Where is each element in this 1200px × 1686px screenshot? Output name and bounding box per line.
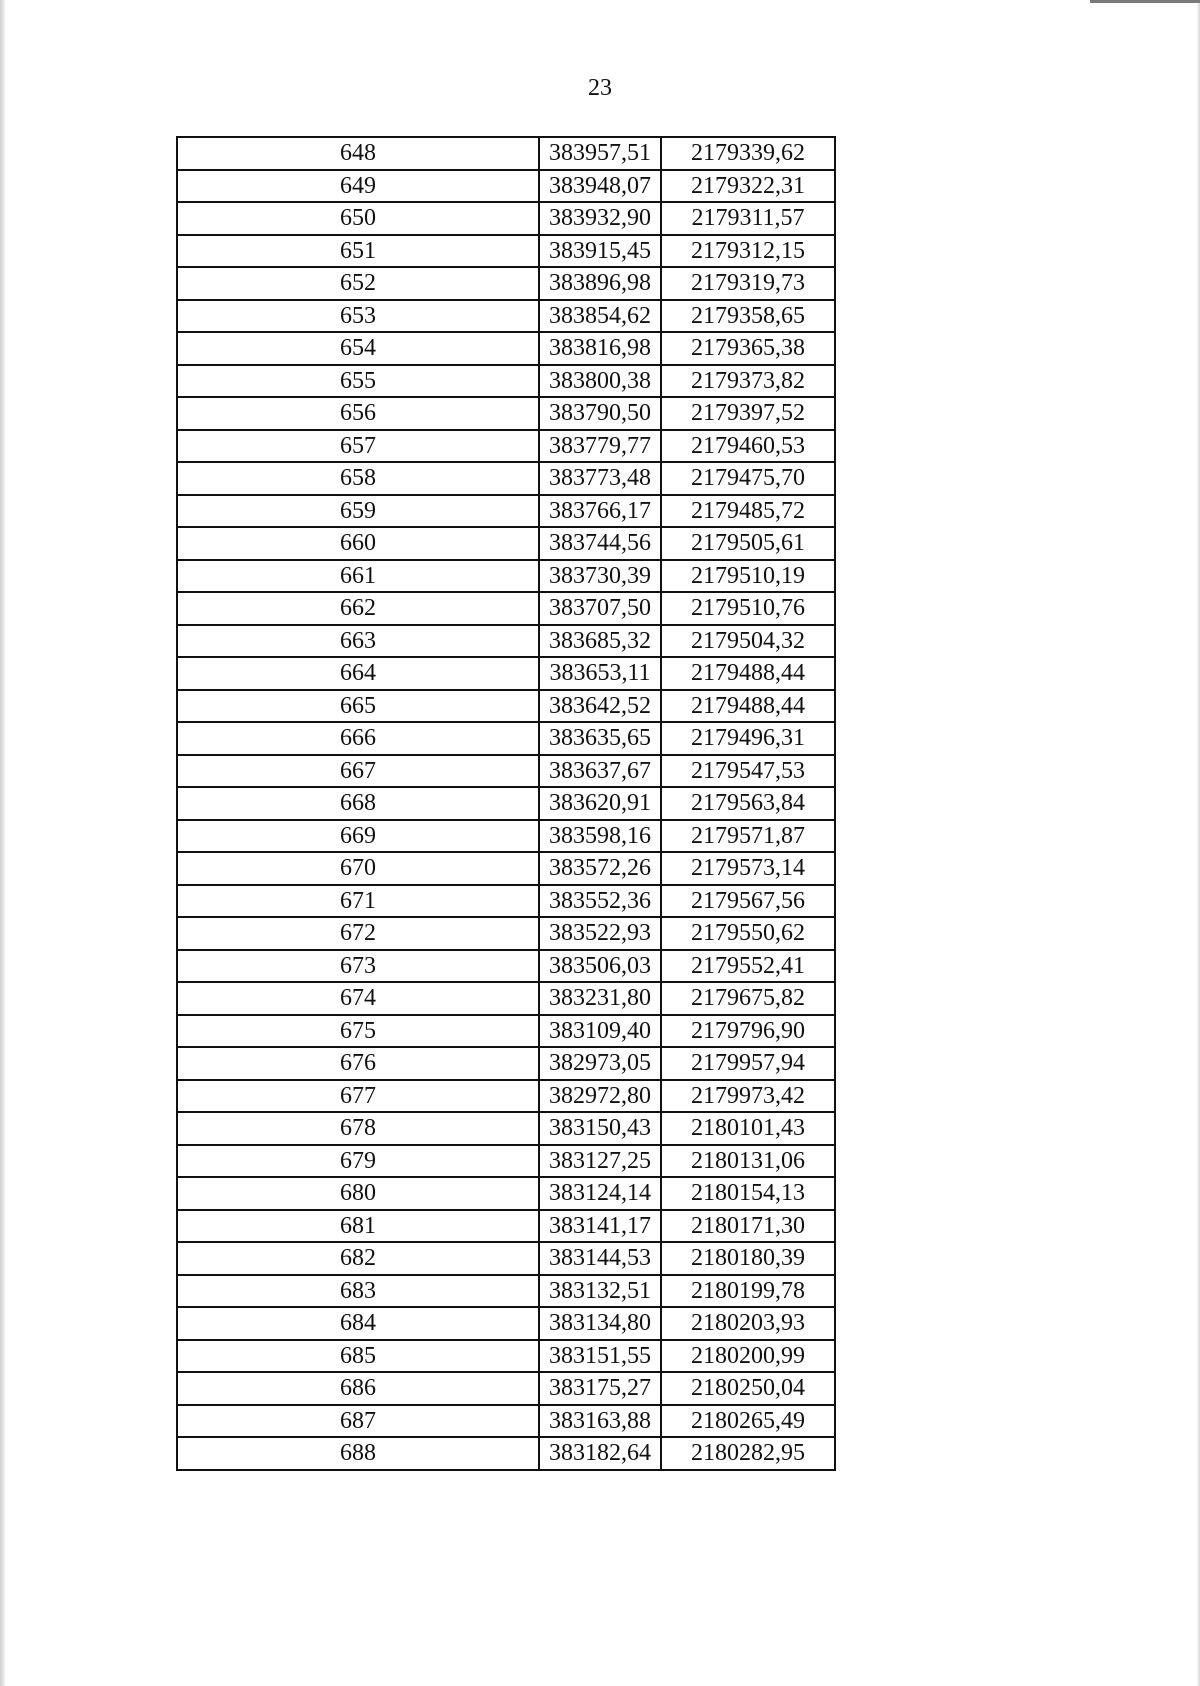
- point-number-cell: 684: [177, 1307, 539, 1340]
- y-coordinate-cell: 2179496,31: [661, 722, 835, 755]
- point-number-cell: 659: [177, 495, 539, 528]
- y-coordinate-cell: 2180154,13: [661, 1177, 835, 1210]
- y-coordinate-cell: 2179460,53: [661, 430, 835, 463]
- table-row: [177, 267, 835, 300]
- y-coordinate-cell: 2179552,41: [661, 950, 835, 983]
- y-coordinate-cell: 2179311,57: [661, 202, 835, 235]
- y-coordinate-cell: 2179397,52: [661, 397, 835, 430]
- table-row: [177, 1307, 835, 1340]
- y-coordinate-cell: 2179957,94: [661, 1047, 835, 1080]
- x-coordinate-cell: 382973,05: [539, 1047, 661, 1080]
- x-coordinate-cell: 383637,67: [539, 755, 661, 788]
- y-coordinate-cell: 2179488,44: [661, 657, 835, 690]
- y-coordinate-cell: 2180200,99: [661, 1340, 835, 1373]
- table-row: [177, 1080, 835, 1113]
- y-coordinate-cell: 2179571,87: [661, 820, 835, 853]
- y-coordinate-cell: 2179475,70: [661, 462, 835, 495]
- x-coordinate-cell: 383816,98: [539, 332, 661, 365]
- y-coordinate-cell: 2179510,76: [661, 592, 835, 625]
- x-coordinate-cell: 383572,26: [539, 852, 661, 885]
- y-coordinate-cell: 2179312,15: [661, 235, 835, 268]
- point-number-cell: 663: [177, 625, 539, 658]
- y-coordinate-cell: 2180171,30: [661, 1210, 835, 1243]
- y-coordinate-cell: 2179550,62: [661, 917, 835, 950]
- y-coordinate-cell: 2179322,31: [661, 170, 835, 203]
- point-number-cell: 670: [177, 852, 539, 885]
- y-coordinate-cell: 2179319,73: [661, 267, 835, 300]
- x-coordinate-cell: 383642,52: [539, 690, 661, 723]
- point-number-cell: 683: [177, 1275, 539, 1308]
- x-coordinate-cell: 383744,56: [539, 527, 661, 560]
- point-number-cell: 656: [177, 397, 539, 430]
- y-coordinate-cell: 2179573,14: [661, 852, 835, 885]
- point-number-cell: 660: [177, 527, 539, 560]
- table-row: [177, 560, 835, 593]
- table-row: [177, 397, 835, 430]
- x-coordinate-cell: 383790,50: [539, 397, 661, 430]
- point-number-cell: 669: [177, 820, 539, 853]
- x-coordinate-cell: 383182,64: [539, 1437, 661, 1470]
- point-number-cell: 653: [177, 300, 539, 333]
- table-row: [177, 755, 835, 788]
- x-coordinate-cell: 383144,53: [539, 1242, 661, 1275]
- point-number-cell: 672: [177, 917, 539, 950]
- table-row: [177, 722, 835, 755]
- table-row: [177, 430, 835, 463]
- y-coordinate-cell: 2179796,90: [661, 1015, 835, 1048]
- point-number-cell: 665: [177, 690, 539, 723]
- point-number-cell: 667: [177, 755, 539, 788]
- x-coordinate-cell: 383730,39: [539, 560, 661, 593]
- y-coordinate-cell: 2180199,78: [661, 1275, 835, 1308]
- y-coordinate-cell: 2180180,39: [661, 1242, 835, 1275]
- x-coordinate-cell: 383685,32: [539, 625, 661, 658]
- point-number-cell: 671: [177, 885, 539, 918]
- table-row: [177, 982, 835, 1015]
- point-number-cell: 681: [177, 1210, 539, 1243]
- y-coordinate-cell: 2179563,84: [661, 787, 835, 820]
- table-row: [177, 495, 835, 528]
- y-coordinate-cell: 2179373,82: [661, 365, 835, 398]
- point-number-cell: 677: [177, 1080, 539, 1113]
- table-row: [177, 235, 835, 268]
- table-row: [177, 137, 835, 170]
- x-coordinate-cell: 383957,51: [539, 137, 661, 170]
- y-coordinate-cell: 2179973,42: [661, 1080, 835, 1113]
- y-coordinate-cell: 2179504,32: [661, 625, 835, 658]
- page-number: 23: [588, 75, 612, 101]
- x-coordinate-cell: 383653,11: [539, 657, 661, 690]
- x-coordinate-cell: 383522,93: [539, 917, 661, 950]
- x-coordinate-cell: 383231,80: [539, 982, 661, 1015]
- point-number-cell: 680: [177, 1177, 539, 1210]
- table-row: [177, 1145, 835, 1178]
- x-coordinate-cell: 383766,17: [539, 495, 661, 528]
- point-number-cell: 682: [177, 1242, 539, 1275]
- y-coordinate-cell: 2179365,38: [661, 332, 835, 365]
- y-coordinate-cell: 2180265,49: [661, 1405, 835, 1438]
- table-row: [177, 1405, 835, 1438]
- point-number-cell: 651: [177, 235, 539, 268]
- table-row: [177, 1047, 835, 1080]
- x-coordinate-cell: 383773,48: [539, 462, 661, 495]
- x-coordinate-cell: 383150,43: [539, 1112, 661, 1145]
- x-coordinate-cell: 383151,55: [539, 1340, 661, 1373]
- x-coordinate-cell: 383707,50: [539, 592, 661, 625]
- table-row: [177, 852, 835, 885]
- x-coordinate-cell: 383932,90: [539, 202, 661, 235]
- table-row: [177, 657, 835, 690]
- point-number-cell: 649: [177, 170, 539, 203]
- x-coordinate-cell: 383915,45: [539, 235, 661, 268]
- x-coordinate-cell: 383779,77: [539, 430, 661, 463]
- x-coordinate-cell: 383948,07: [539, 170, 661, 203]
- point-number-cell: 650: [177, 202, 539, 235]
- x-coordinate-cell: 383620,91: [539, 787, 661, 820]
- table-row: [177, 527, 835, 560]
- y-coordinate-cell: 2180250,04: [661, 1372, 835, 1405]
- table-row: [177, 332, 835, 365]
- point-number-cell: 658: [177, 462, 539, 495]
- point-number-cell: 652: [177, 267, 539, 300]
- point-number-cell: 661: [177, 560, 539, 593]
- x-coordinate-cell: 383132,51: [539, 1275, 661, 1308]
- table-row: [177, 1177, 835, 1210]
- point-number-cell: 678: [177, 1112, 539, 1145]
- table-row: [177, 1275, 835, 1308]
- y-coordinate-cell: 2179547,53: [661, 755, 835, 788]
- table-row: [177, 950, 835, 983]
- point-number-cell: 674: [177, 982, 539, 1015]
- y-coordinate-cell: 2179485,72: [661, 495, 835, 528]
- point-number-cell: 686: [177, 1372, 539, 1405]
- table-row: [177, 592, 835, 625]
- table-row: [177, 300, 835, 333]
- x-coordinate-cell: 383134,80: [539, 1307, 661, 1340]
- y-coordinate-cell: 2179675,82: [661, 982, 835, 1015]
- coordinates-table-body: [177, 137, 835, 1470]
- point-number-cell: 676: [177, 1047, 539, 1080]
- table-row: [177, 1372, 835, 1405]
- x-coordinate-cell: 383552,36: [539, 885, 661, 918]
- point-number-cell: 655: [177, 365, 539, 398]
- x-coordinate-cell: 383854,62: [539, 300, 661, 333]
- point-number-cell: 679: [177, 1145, 539, 1178]
- x-coordinate-cell: 383175,27: [539, 1372, 661, 1405]
- table-row: [177, 1210, 835, 1243]
- y-coordinate-cell: 2180203,93: [661, 1307, 835, 1340]
- table-row: [177, 1242, 835, 1275]
- point-number-cell: 687: [177, 1405, 539, 1438]
- point-number-cell: 664: [177, 657, 539, 690]
- x-coordinate-cell: 383124,14: [539, 1177, 661, 1210]
- scan-edge-left: [0, 0, 5, 1686]
- y-coordinate-cell: 2179488,44: [661, 690, 835, 723]
- point-number-cell: 685: [177, 1340, 539, 1373]
- table-row: [177, 1015, 835, 1048]
- table-row: [177, 1112, 835, 1145]
- table-row: [177, 625, 835, 658]
- y-coordinate-cell: 2180131,06: [661, 1145, 835, 1178]
- table-row: [177, 170, 835, 203]
- point-number-cell: 654: [177, 332, 539, 365]
- x-coordinate-cell: 383635,65: [539, 722, 661, 755]
- y-coordinate-cell: 2180101,43: [661, 1112, 835, 1145]
- table-row: [177, 1340, 835, 1373]
- table-row: [177, 462, 835, 495]
- x-coordinate-cell: 383163,88: [539, 1405, 661, 1438]
- x-coordinate-cell: 383598,16: [539, 820, 661, 853]
- table-row: [177, 365, 835, 398]
- point-number-cell: 657: [177, 430, 539, 463]
- x-coordinate-cell: 383109,40: [539, 1015, 661, 1048]
- x-coordinate-cell: 383896,98: [539, 267, 661, 300]
- point-number-cell: 688: [177, 1437, 539, 1470]
- y-coordinate-cell: 2179358,65: [661, 300, 835, 333]
- point-number-cell: 673: [177, 950, 539, 983]
- table-row: [177, 917, 835, 950]
- point-number-cell: 666: [177, 722, 539, 755]
- point-number-cell: 675: [177, 1015, 539, 1048]
- y-coordinate-cell: 2179567,56: [661, 885, 835, 918]
- x-coordinate-cell: 383127,25: [539, 1145, 661, 1178]
- y-coordinate-cell: 2180282,95: [661, 1437, 835, 1470]
- point-number-cell: 662: [177, 592, 539, 625]
- table-row: [177, 1437, 835, 1470]
- point-number-cell: 668: [177, 787, 539, 820]
- x-coordinate-cell: 382972,80: [539, 1080, 661, 1113]
- x-coordinate-cell: 383800,38: [539, 365, 661, 398]
- scan-edge-top: [1090, 0, 1200, 3]
- coordinates-table: [176, 136, 836, 1471]
- table-row: [177, 787, 835, 820]
- x-coordinate-cell: 383141,17: [539, 1210, 661, 1243]
- table-row: [177, 690, 835, 723]
- y-coordinate-cell: 2179510,19: [661, 560, 835, 593]
- table-row: [177, 885, 835, 918]
- y-coordinate-cell: 2179505,61: [661, 527, 835, 560]
- table-row: [177, 820, 835, 853]
- point-number-cell: 648: [177, 137, 539, 170]
- y-coordinate-cell: 2179339,62: [661, 137, 835, 170]
- table-row: [177, 202, 835, 235]
- x-coordinate-cell: 383506,03: [539, 950, 661, 983]
